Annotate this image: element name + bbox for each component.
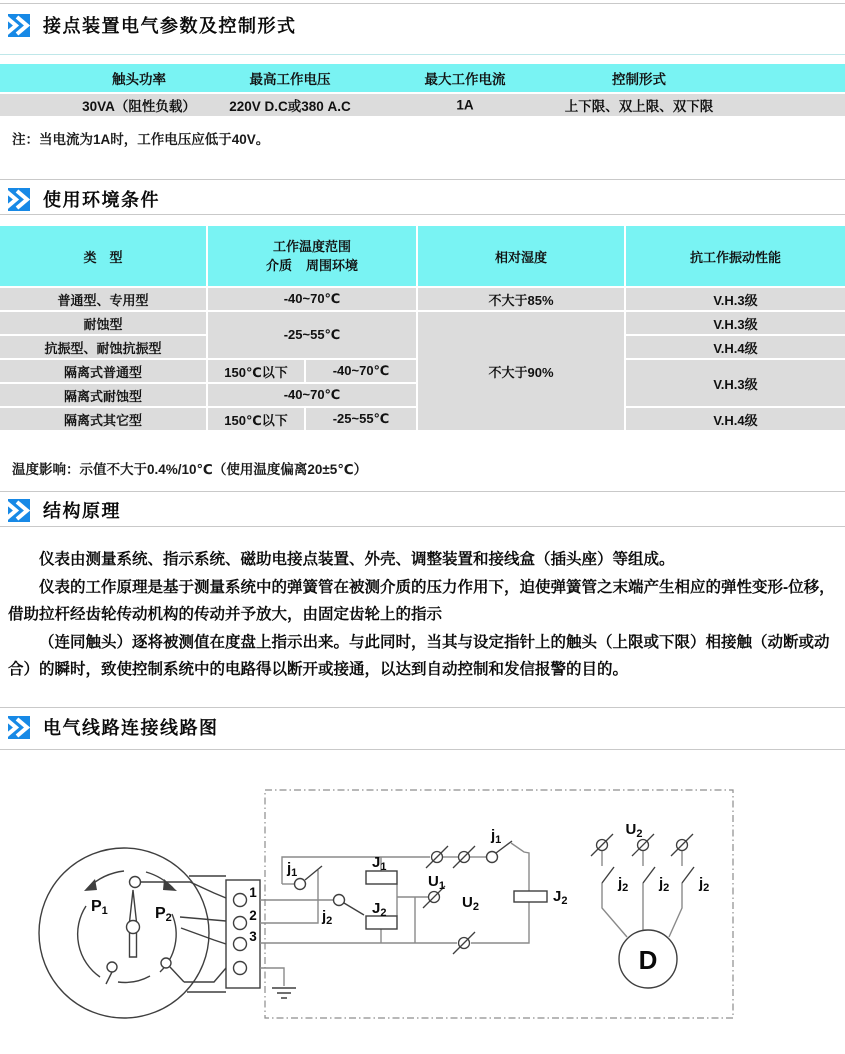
cell-vibration-merged: V.H.3级	[626, 360, 845, 406]
cell-type: 隔离式其它型	[0, 408, 206, 430]
contact-j2-left-blade	[344, 903, 364, 915]
terminal-4-circle	[234, 962, 247, 975]
section-header-circuit	[8, 714, 219, 740]
cell-temp-ambient: -25~55℃	[306, 408, 416, 430]
header-temp-title: 工作温度范围	[272, 239, 351, 254]
label-u1: $U_1$	[428, 873, 445, 892]
cell-temp: -40~70℃	[208, 384, 416, 406]
contact-j2-r2-blade	[643, 867, 655, 883]
diagram-labels	[91, 821, 709, 927]
cell-type: 隔离式耐蚀型	[0, 384, 206, 406]
motor	[619, 930, 677, 988]
section-title: 结构原理	[43, 501, 121, 521]
header-vibration: 抗工作振动性能	[626, 226, 845, 286]
label-j1-right: $j_1$	[491, 827, 502, 846]
dial-arc-bottom	[118, 976, 150, 982]
principle-paragraph-2: 仪表的工作原理是基于测量系统中的弹簧管在被测介质的压力作用下，迫使弹簧管之末端产生相应的弹性变形-位移，借助拉杆经齿轮传动机构的传动并予放大，由固定齿轮上的指示	[8, 578, 835, 623]
cell-temp-medium: 150℃以下	[208, 360, 304, 382]
motor-label: D	[638, 945, 658, 975]
contact-j1-left-circle	[295, 879, 306, 890]
section-marker-icon	[8, 188, 30, 211]
gauge-case-circle	[39, 848, 209, 1018]
terminal-2-label: 2	[249, 908, 257, 923]
label-j2-r2: $j_2$	[659, 875, 670, 894]
label-j1-left: $j_1$	[287, 860, 298, 879]
cell-humidity-merged: 不大于90%	[418, 312, 624, 430]
label-p1: P1	[91, 898, 108, 917]
cell-max-voltage: 220V D.C或380 A.C	[229, 99, 351, 114]
cell-humidity: 不大于85%	[418, 288, 624, 310]
divider	[0, 526, 845, 527]
circuit-diagram	[0, 750, 845, 1054]
elec-table-data-row	[0, 94, 845, 116]
label-j2-r1: $j_2$	[618, 875, 629, 894]
cell-control-form: 上下限、双上限、双下限	[564, 99, 714, 114]
header-temp-medium: 介质	[265, 258, 292, 273]
section-marker-icon	[8, 716, 30, 739]
cell-contact-power: 30VA（阻性负载）	[82, 99, 196, 114]
contact-j2-r1-blade	[602, 867, 614, 883]
header-control-form: 控制形式	[612, 72, 666, 87]
label-u2-mid: $U_2$	[462, 894, 479, 913]
section-header-principle	[8, 497, 121, 523]
section-title: 使用环境条件	[43, 190, 160, 210]
principle-text	[8, 546, 840, 684]
header-max-voltage: 最高工作电压	[249, 72, 331, 87]
contacts	[295, 841, 695, 915]
header-humidity: 相对湿度	[418, 226, 624, 286]
terminal-2-circle	[234, 917, 247, 930]
elec-note: 注：当电流为1A时，工作电压应低于40V。	[12, 132, 270, 147]
relay-coils	[366, 871, 547, 929]
cell-vibration: V.H.3级	[626, 312, 845, 334]
set-pointer-right-circle	[161, 958, 171, 968]
terminal-1-circle	[234, 894, 247, 907]
cell-temp-ambient: -40~70℃	[306, 360, 416, 382]
divider	[0, 491, 845, 492]
label-u2-right: $U_2$	[625, 821, 643, 840]
terminal-3-label: 3	[249, 929, 257, 944]
section-title: 电气线路连接线路图	[43, 718, 219, 738]
pressure-gauge	[39, 848, 226, 1018]
divider	[0, 214, 845, 215]
section-marker-icon	[8, 499, 30, 522]
header-type: 类 型	[0, 226, 206, 286]
principle-paragraph-1: 仪表由测量系统、指示系统、磁助电接点装置、外壳、调整装置和接线盒（插头座）等组成。	[39, 551, 675, 568]
section-header-electrical	[8, 12, 297, 38]
relay-j2-right-coil	[514, 891, 547, 902]
label-relay-j1: $J_1$	[372, 854, 387, 873]
contact-j1-left-blade	[305, 866, 322, 880]
label-j2-r3: $j_2$	[699, 875, 710, 894]
terminal-1-label: 1	[249, 885, 257, 900]
header-max-current: 最大工作电流	[424, 72, 506, 87]
divider	[0, 707, 845, 708]
cell-type: 隔离式普通型	[0, 360, 206, 382]
cell-max-current: 1A	[456, 97, 474, 113]
arrow-head-left-icon	[84, 879, 97, 891]
environment-table	[0, 226, 845, 430]
principle-paragraph-3: （连同触头）逐将被测值在度盘上指示出来。与此同时，当其与设定指针上的触头（上限或下限）相接触（动断或动合）的瞬时，致使控制系统中的电路得以断开或接通，以达到自动控制和发信报警的目的。	[8, 633, 830, 678]
cell-vibration: V.H.4级	[626, 336, 845, 358]
set-pointer-left-circle	[107, 962, 117, 972]
label-p2: P2	[155, 905, 172, 924]
cell-temp-merged: -25~55℃	[208, 312, 416, 358]
cell-type: 耐蚀型	[0, 312, 206, 334]
temperature-note: 温度影响：示值不大于0.4%/10℃（使用温度偏离20±5℃）	[12, 462, 368, 477]
cell-vibration: V.H.4级	[626, 408, 845, 430]
needle-hub	[127, 921, 140, 934]
label-j2-left: $j_2$	[322, 908, 333, 927]
terminal-3-circle	[234, 938, 247, 951]
terminal-block	[226, 880, 260, 988]
cell-type: 普通型、专用型	[0, 288, 206, 310]
section-title: 接点装置电气参数及控制形式	[43, 16, 297, 36]
top-pivot-circle	[130, 877, 141, 888]
dial-arc-left	[78, 906, 100, 977]
label-relay-j2-mid: $J_2$	[372, 900, 387, 919]
arrow-head-right-icon	[163, 879, 177, 891]
divider	[0, 179, 845, 180]
cell-temp-medium: 150℃以下	[208, 408, 304, 430]
header-temp-range	[208, 226, 416, 286]
section-header-environment	[8, 186, 160, 212]
contact-j2-left-circle	[334, 895, 345, 906]
divider	[0, 3, 845, 4]
contact-j1-right-circle	[487, 852, 498, 863]
section-marker-icon	[8, 14, 30, 37]
header-temp-ambient: 周围环境	[306, 258, 359, 273]
cell-type: 抗振型、耐蚀抗振型	[0, 336, 206, 358]
contact-j2-r3-blade	[682, 867, 694, 883]
cell-vibration: V.H.3级	[626, 288, 845, 310]
label-relay-j2-right: $J_2$	[553, 888, 568, 907]
elec-table-header-row	[0, 64, 845, 92]
ground-icon	[272, 988, 296, 998]
divider	[0, 54, 845, 55]
header-contact-power: 触头功率	[112, 72, 166, 87]
cell-temp: -40~70℃	[208, 288, 416, 310]
